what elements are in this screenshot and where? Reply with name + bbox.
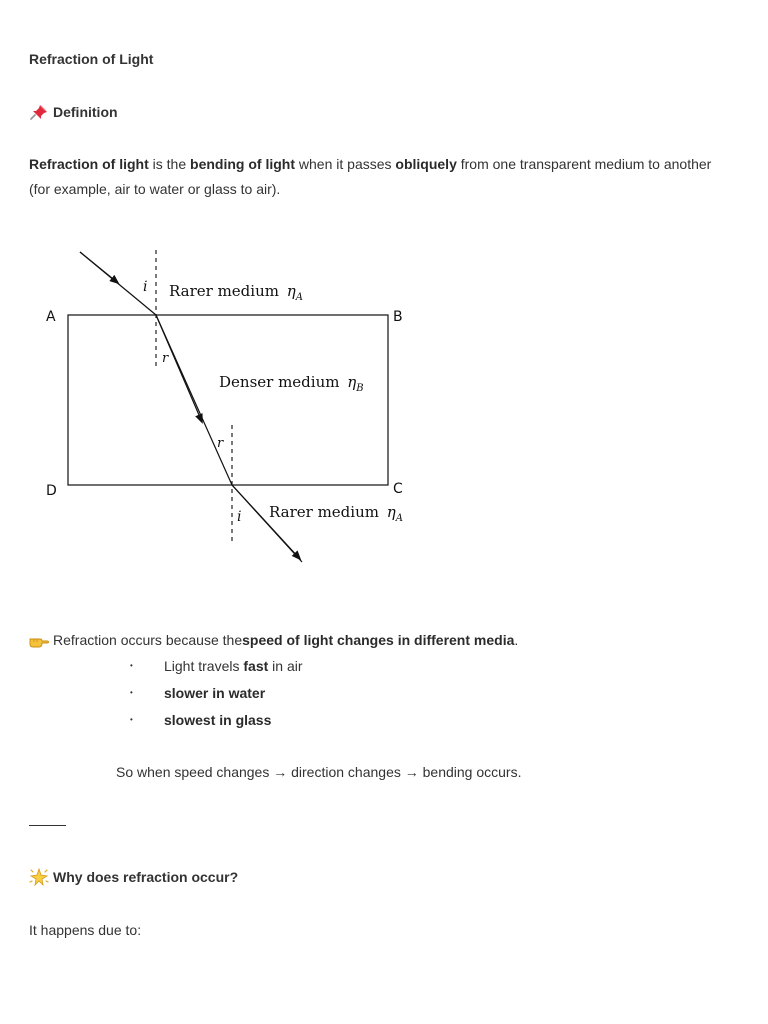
top-medium-label: Rarer medium $\eta_A$ <box>169 282 303 303</box>
list-item: • Light travels fast in air <box>130 658 303 674</box>
summary-line: So when speed changes → direction changes → bending occurs. <box>116 764 522 780</box>
refraction-diagram <box>30 240 430 570</box>
bullet-marker: • <box>130 715 133 724</box>
bullet-marker: • <box>130 688 133 697</box>
definition-paragraph: Refraction of light is the bending of light when it passes obliquely from one transparent medium to another (for example, air to water or glass to air). <box>29 156 712 197</box>
why-heading-text: Why does refraction occur? <box>53 869 239 885</box>
middle-medium-label: Denser medium $\eta_B$ <box>219 373 364 394</box>
corner-a: A <box>46 309 56 325</box>
why-heading <box>29 868 238 886</box>
emergent-arrow <box>232 485 300 559</box>
divider <box>29 825 66 826</box>
angle-i-bottom: i <box>237 509 242 525</box>
angle-i-top: i <box>143 279 148 295</box>
refracted-arrow <box>156 315 202 422</box>
bottom-medium-label: Rarer medium $\eta_A$ <box>269 503 403 524</box>
glass-slab <box>68 315 388 485</box>
pointing-hand-icon <box>29 631 49 649</box>
list-item: • slower in water <box>130 685 266 701</box>
cause-line: Refraction occurs because the speed of light changes in different media . <box>29 631 518 649</box>
sparkle-icon <box>29 868 49 886</box>
due-line: It happens due to: <box>29 922 142 938</box>
pushpin-icon <box>29 103 49 121</box>
term-refraction: Refraction of light <box>29 156 149 172</box>
page-title: Refraction of Light <box>29 51 154 67</box>
angle-r-bottom: r <box>217 436 224 451</box>
definition-heading <box>29 103 118 121</box>
corner-c: C <box>393 481 403 497</box>
list-item: • slowest in glass <box>130 712 272 728</box>
cause-emphasis: speed of light changes in different media <box>242 632 515 648</box>
corner-b: B <box>393 309 403 325</box>
angle-r-top: r <box>162 351 169 366</box>
definition-heading-text: Definition <box>53 104 118 120</box>
corner-d: D <box>46 483 57 499</box>
incident-arrow <box>80 252 118 283</box>
bullet-marker: • <box>130 661 133 670</box>
